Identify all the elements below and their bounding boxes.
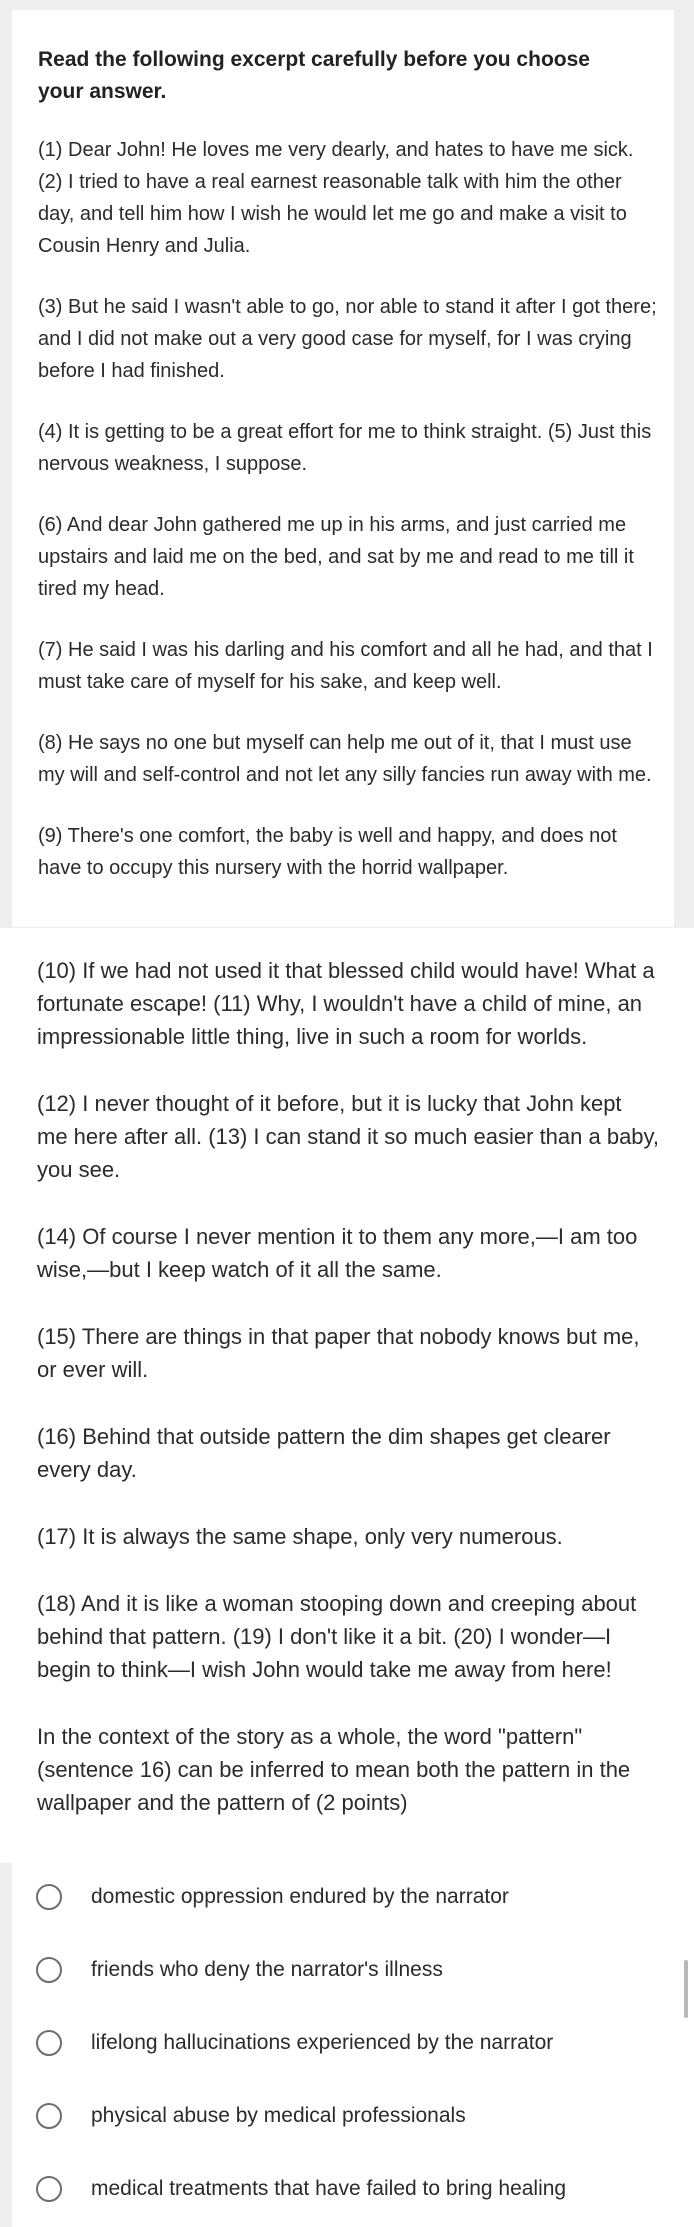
instruction-text: Read the following excerpt carefully before you choose your answer.	[38, 48, 590, 103]
answer-option-label: medical treatments that have failed to bring healing	[91, 2177, 567, 2200]
radio-button[interactable]	[36, 2103, 62, 2129]
excerpt-line: (15) There are things in that paper that nobody knows but me,	[37, 1324, 640, 1349]
answer-option-label: physical abuse by medical professionals	[91, 2104, 466, 2127]
radio-button[interactable]	[36, 2030, 62, 2056]
answer-option[interactable]	[12, 1946, 672, 1994]
excerpt-paragraph	[37, 1420, 694, 1486]
excerpt-paragraph	[37, 1087, 694, 1186]
excerpt-paragraph: (3) But he said I wasn't able to go, nor able to stand it after I got there; and I did not make out a very good case for myself, for I was crying before I had finished.	[38, 296, 657, 382]
excerpt-paragraph: (9) There's one comfort, the baby is well and happy, and does not have to occupy this nursery with the horrid wallpaper.	[38, 825, 617, 879]
radio-button[interactable]	[36, 1884, 62, 1910]
question-text: In the context of the story as a whole, the word "pattern" (sentence 16) can be inferred to mean both the pattern in the wallpaper and the pattern of (2 points)	[37, 1724, 631, 1815]
excerpt-paragraph: (1) Dear John! He loves me very dearly, and hates to have me sick. (2) I tried to have a real earnest reasonable talk with him the other day, and tell him how I wish he would let me go and make a visit to Cousin Henry and Julia.	[38, 139, 634, 257]
excerpt-card-top	[12, 10, 674, 927]
excerpt-line: impressionable little thing, live in such a room for worlds.	[37, 1024, 588, 1049]
excerpt-line: fortunate escape! (11) Why, I wouldn't have a child of mine, an	[37, 991, 643, 1016]
excerpt-line: (18) And it is like a woman stooping down and creeping about	[37, 1591, 637, 1616]
scrollbar-thumb[interactable]	[684, 1960, 688, 2018]
excerpt-paragraph	[37, 954, 694, 1053]
excerpt-line: behind that pattern. (19) I don't like it a bit. (20) I wonder—I	[37, 1624, 612, 1649]
excerpt-paragraph	[37, 1320, 694, 1386]
excerpt-continuation	[0, 928, 694, 1863]
excerpt-line: begin to think—I wish John would take me away from here!	[37, 1657, 612, 1682]
excerpt-line: (17) It is always the same shape, only very numerous.	[37, 1524, 563, 1549]
excerpt-paragraph	[37, 1587, 694, 1686]
excerpt-paragraph: (7) He said I was his darling and his comfort and all he had, and that I must take care of myself for his sake, and keep well.	[38, 639, 653, 693]
excerpt-line: (10) If we had not used it that blessed child would have! What a	[37, 958, 655, 983]
answer-option-label: domestic oppression endured by the narrator	[91, 1885, 509, 1908]
radio-button[interactable]	[36, 2176, 62, 2202]
answer-option[interactable]	[12, 2165, 672, 2213]
excerpt-line: you see.	[37, 1157, 121, 1182]
answer-option-label: lifelong hallucinations experienced by the narrator	[91, 2031, 554, 2054]
answer-option-label: friends who deny the narrator's illness	[91, 1958, 443, 1981]
excerpt-line: wise,—but I keep watch of it all the same.	[37, 1257, 442, 1282]
excerpt-line: (12) I never thought of it before, but it is lucky that John kept	[37, 1091, 622, 1116]
excerpt-line: every day.	[37, 1457, 137, 1482]
excerpt-paragraph	[37, 1220, 694, 1286]
excerpt-line: me here after all. (13) I can stand it so much easier than a baby,	[37, 1124, 660, 1149]
excerpt-line: (14) Of course I never mention it to them any more,—I am too	[37, 1224, 638, 1249]
excerpt-line: (16) Behind that outside pattern the dim shapes get clearer	[37, 1424, 611, 1449]
excerpt-paragraph	[37, 1520, 694, 1553]
answer-options	[12, 1860, 694, 2227]
answer-option[interactable]	[12, 2092, 672, 2140]
excerpt-paragraph: (6) And dear John gathered me up in his arms, and just carried me upstairs and laid me on the bed, and sat by me and read to me till it tired my head.	[38, 514, 634, 600]
answer-option[interactable]	[12, 2019, 672, 2067]
answer-option[interactable]	[12, 1873, 672, 1921]
excerpt-line: or ever will.	[37, 1357, 149, 1382]
radio-button[interactable]	[36, 1957, 62, 1983]
excerpt-paragraph: (4) It is getting to be a great effort for me to think straight. (5) Just this nervous weakness, I suppose.	[38, 421, 652, 475]
excerpt-paragraph: (8) He says no one but myself can help me out of it, that I must use my will and self-control and not let any silly fancies run away with me.	[38, 732, 652, 786]
